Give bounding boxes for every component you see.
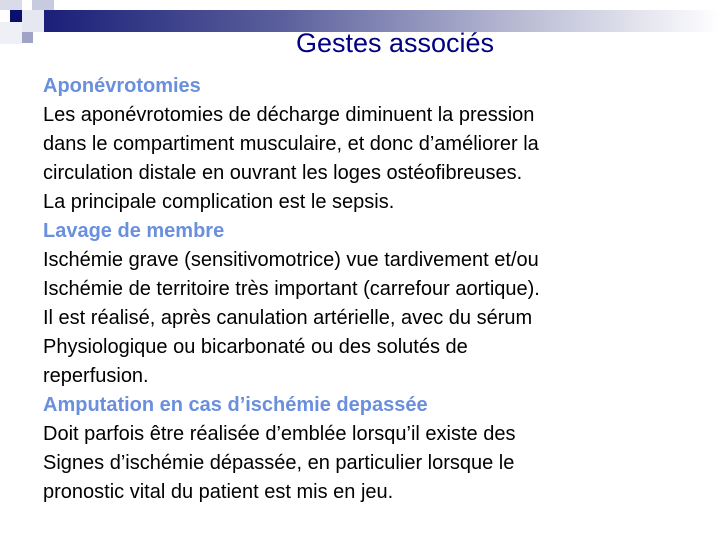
body-line: Ischémie de territoire très important (carrefour aortique). <box>43 278 540 300</box>
body-line: Ischémie grave (sensitivomotrice) vue tardivement et/ou <box>43 249 539 271</box>
body-line: Signes d’ischémie dépassée, en particulier lorsque le <box>43 452 515 474</box>
body-line: dans le compartiment musculaire, et donc d’améliorer la <box>43 133 539 155</box>
section-heading: Amputation en cas d’ischémie depassée <box>43 394 428 416</box>
body-line: pronostic vital du patient est mis en jeu. <box>43 481 394 503</box>
section-heading: Lavage de membre <box>43 220 225 242</box>
body-line: Les aponévrotomies de décharge diminuent la pression <box>43 104 535 126</box>
body-line: circulation distale en ouvrant les loges ostéofibreuses. <box>43 162 523 184</box>
slide-body <box>43 72 713 507</box>
decor-square <box>10 10 22 22</box>
slide-title: Gestes associés <box>295 28 495 58</box>
body-line: reperfusion. <box>43 365 149 387</box>
decor-square <box>0 0 22 10</box>
body-line: Il est réalisé, après canulation artérielle, avec du sérum <box>43 307 533 329</box>
section-heading: Aponévrotomies <box>43 75 201 97</box>
body-line: Doit parfois être réalisée d’emblée lorsqu’il existe des <box>43 423 516 445</box>
body-line: Physiologique ou bicarbonaté ou des solutés de <box>43 336 468 358</box>
body-line: La principale complication est le sepsis. <box>43 191 395 213</box>
